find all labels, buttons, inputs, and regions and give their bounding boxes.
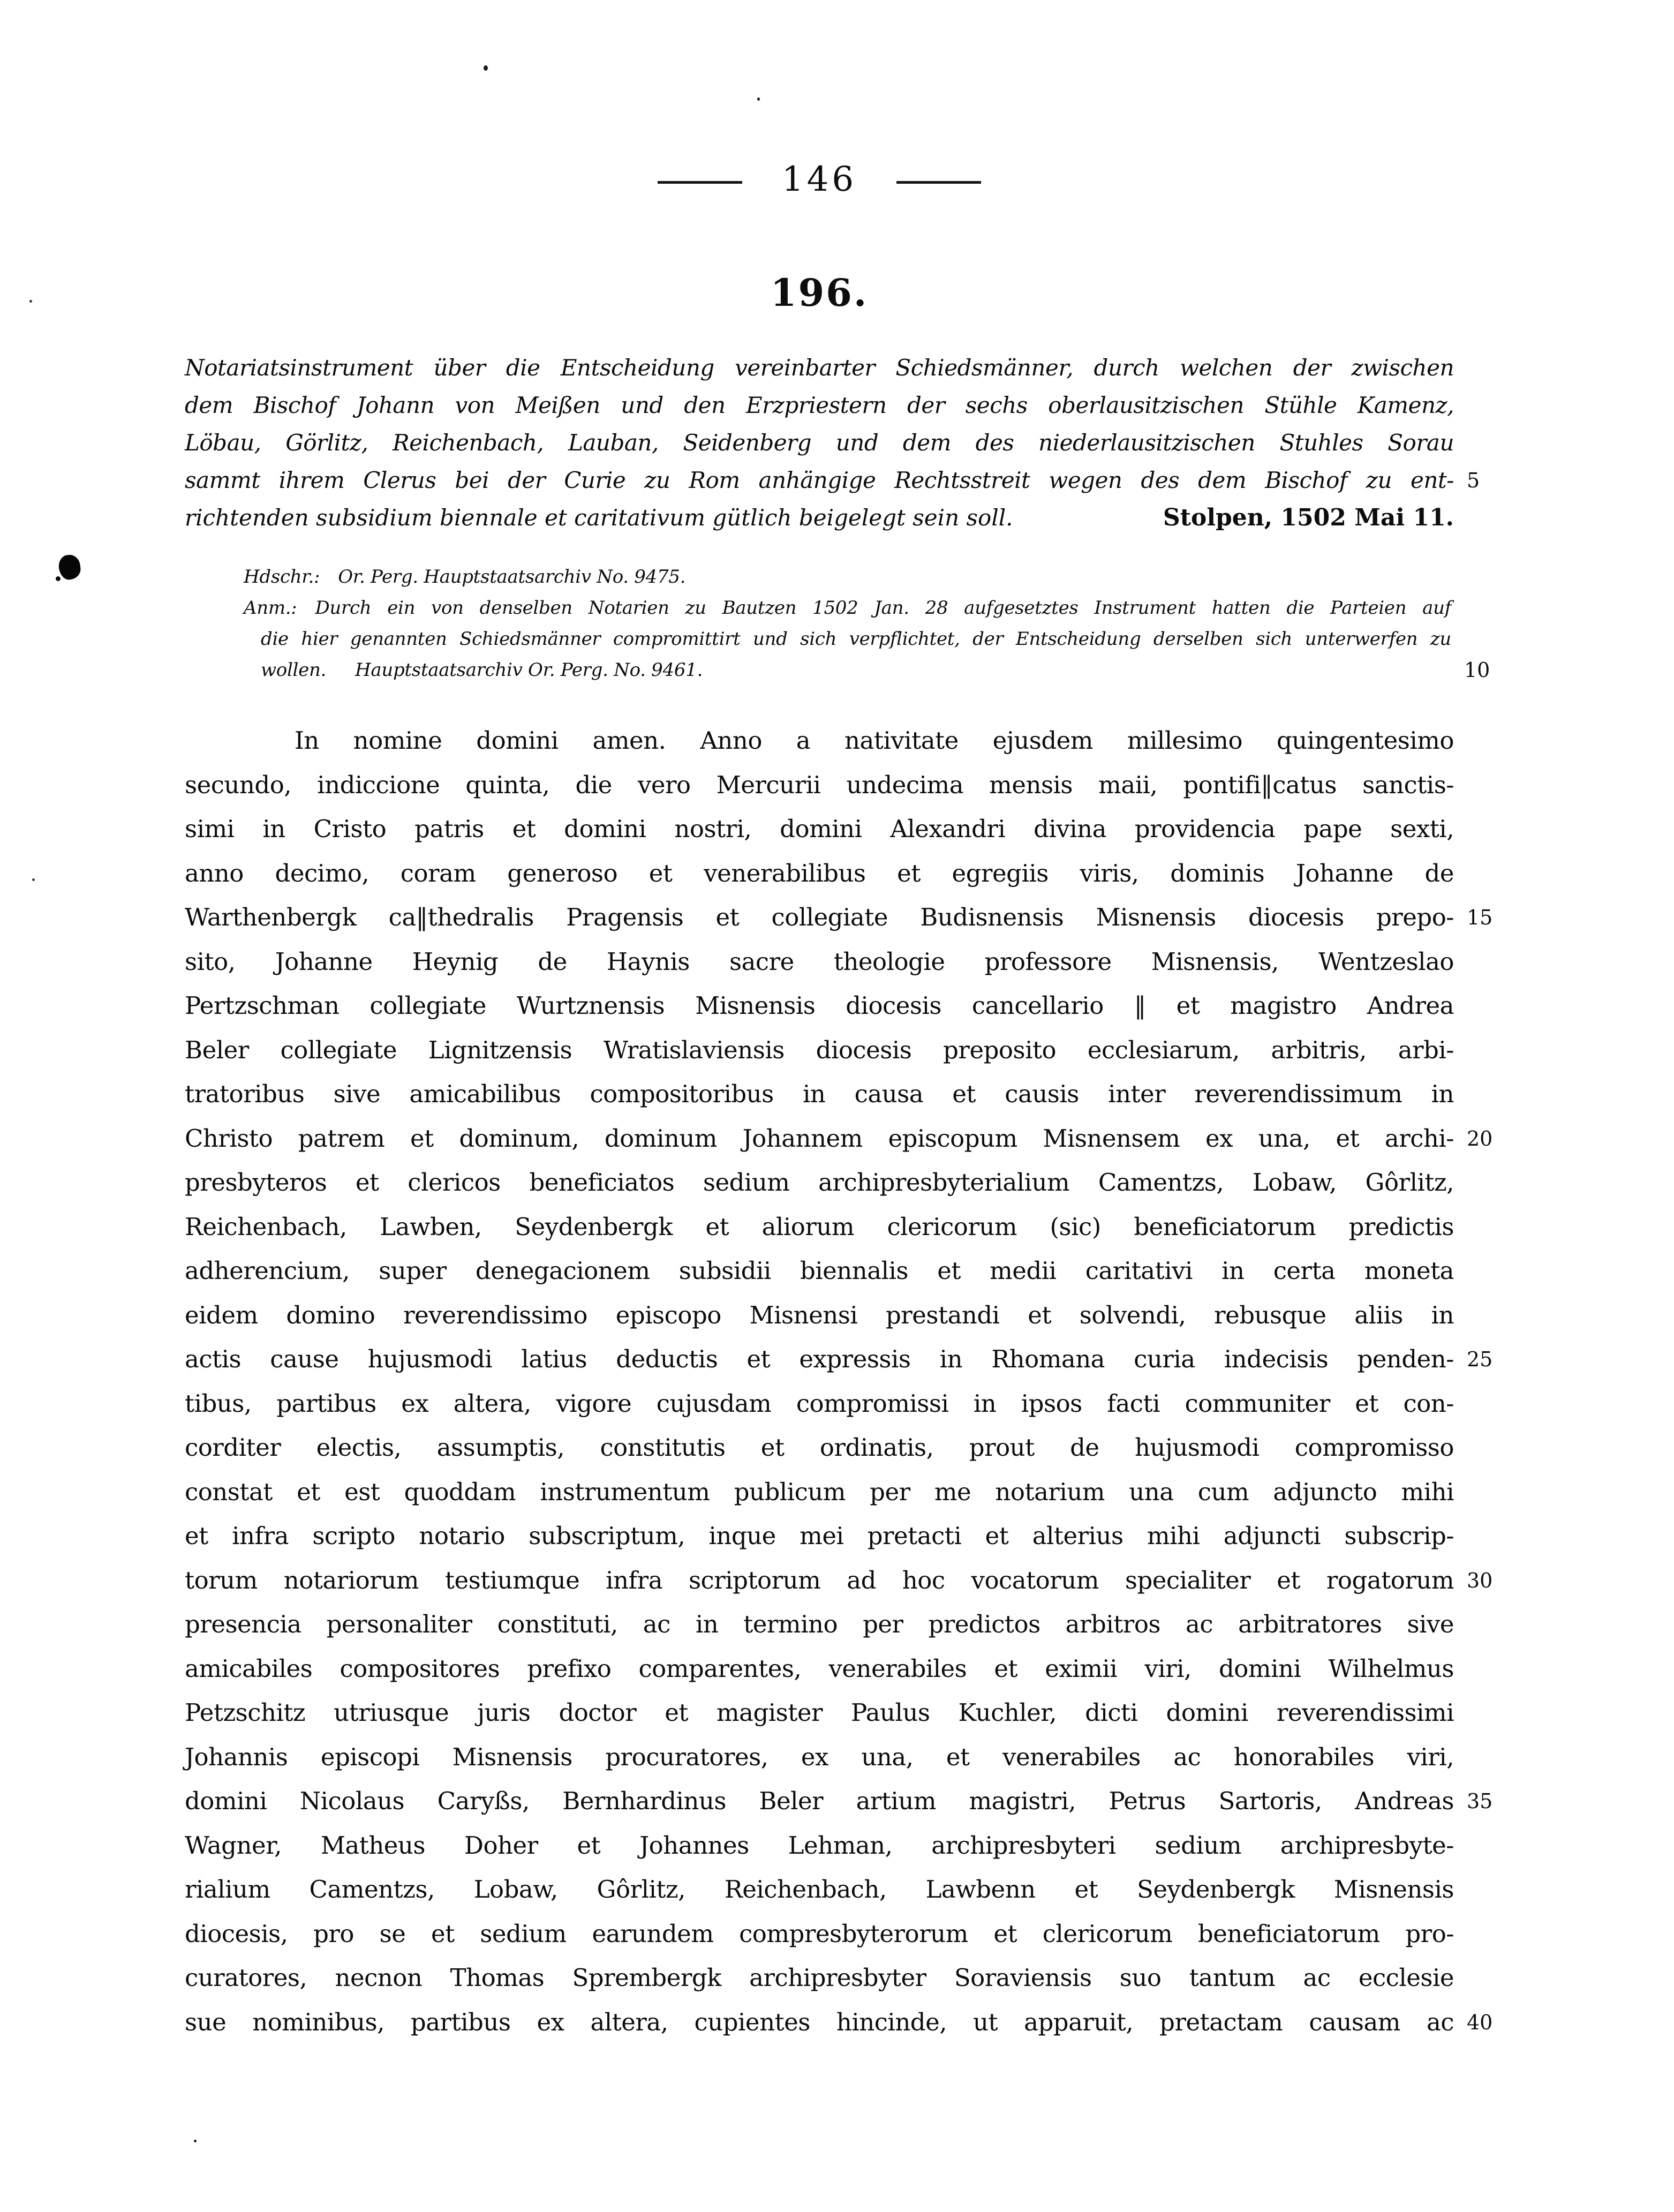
body-line-text: secundo, indiccione quinta, die vero Mercurii undecima mensis maii, pontifi‖catus sanctis- [185,770,1454,799]
body-line-text: rialium Camentzs, Lobaw, Gôrlitz, Reichenbach, Lawbenn et Seydenbergk Misnensis [185,1875,1454,1903]
body-line-text: presencia personaliter constituti, ac in termino per predictos arbitros ac arbitratores sive [185,1610,1454,1638]
body-line [185,1956,1514,2000]
folio-dash-left [658,181,742,184]
body-line [185,1735,1514,1780]
body-line [185,2000,1514,2045]
margin-line-number [1454,1647,1503,1691]
folio-dash-right [896,181,981,184]
margin-line-number [1454,807,1503,852]
margin-line-number [1454,984,1503,1028]
body-line-text: sito, Johanne Heynig de Haynis sacre theologie professore Misnensis, Wentzeslao [185,947,1454,976]
body-line-text: torum notariorum testiumque infra scriptorum ad hoc vocatorum specialiter et rogatorum [185,1566,1454,1594]
margin-line-number [1454,852,1503,896]
margin-line-number [1454,1072,1503,1117]
body-line [185,1779,1514,1824]
scan-speck [757,97,760,101]
margin-line-number [1454,1956,1503,2000]
body-line-text: actis cause hujusmodi latius deductis et expressis in Rhomana curia indecisis penden- [185,1345,1454,1373]
body-line-text: adherencium, super denegacionem subsidii biennalis et medii caritativi in certa moneta [185,1257,1454,1285]
body-line-text: In nomine domini amen. Anno a nativitate ejusdem millesimo quingentesimo [295,726,1454,755]
body-line-text: Wagner, Matheus Doher et Johannes Lehman, archipresbyteri sedium archipresbyte- [185,1831,1454,1860]
margin-line-number: 15 [1467,906,1493,929]
apparatus-line-anm2 [244,623,1514,654]
body-line [185,1293,1514,1338]
margin-line-number [1454,1293,1503,1338]
regest-line-text: dem Bischof Johann von Meißen und den Erzpriestern der sechs oberlausitzischen Stühle Kamenz, [185,392,1454,418]
scan-speck [484,65,488,71]
item-number-heading: 196. [770,270,869,315]
body-line-text: presbyteros et clericos beneficiatos sedium archipresbyterialium Camentzs, Lobaw, Gôrlitz, [185,1168,1454,1197]
page-number: 146 [781,160,857,199]
margin-line-number [1454,349,1503,387]
body-line [185,1072,1514,1117]
regest-line [185,349,1514,387]
margin-line-number: 20 [1467,1126,1493,1150]
body-line [185,1868,1514,1912]
apparatus-line-anm3 [244,654,1514,686]
apparatus-block [244,561,1514,686]
body-line [185,1382,1514,1426]
body-line-text: et infra scripto notario subscriptum, inque mei pretacti et alterius mihi adjuncti subscrip- [185,1522,1454,1550]
margin-line-number: 35 [1467,1789,1493,1813]
margin-line-number: 5 [1467,469,1480,492]
body-line [185,1514,1514,1559]
folio-row [185,161,1454,198]
regest-block [185,349,1514,537]
margin-line-number [1454,940,1503,984]
scan-speck [29,300,32,303]
hdschr-text: Or. Perg. Hauptstaatsarchiv No. 9475. [338,566,686,588]
body-line-text: Beler collegiate Lignitzensis Wratislaviensis diocesis preposito ecclesiarum, arbitris, arbi- [185,1035,1454,1064]
body-line-text: eidem domino reverendissimo episcopo Misnensi prestandi et solvendi, rebusque aliis in [185,1300,1454,1329]
margin-line-number: 40 [1467,2010,1493,2034]
margin-line-number [1454,1691,1503,1735]
body-line-text: simi in Cristo patris et domini nostri, domini Alexandri divina providencia pape sexti, [185,815,1454,843]
margin-line-number [1454,1382,1503,1426]
anm-text-3a: wollen. [261,659,327,681]
margin-line-number [1454,424,1503,462]
body-line-text: Reichenbach, Lawben, Seydenbergk et aliorum clericorum (sic) beneficiatorum predictis [185,1212,1454,1241]
body-line-text: domini Nicolaus Caryßs, Bernhardinus Beler artium magistri, Petrus Sartoris, Andreas [185,1787,1454,1815]
margin-line-number [1454,1249,1503,1293]
apparatus-line-anm1 [244,592,1514,623]
margin-line-number [1454,719,1503,763]
body-line [185,1117,1514,1161]
regest-line [185,424,1514,462]
margin-line-number [1454,1514,1503,1559]
margin-line-number [1454,499,1503,537]
margin-line-number [1454,387,1503,424]
body-line-text: tratoribus sive amicabilibus compositoribus in causa et causis inter reverendissimum in [185,1080,1454,1108]
body-line-text: Petzschitz utriusque juris doctor et magister Paulus Kuchler, dicti domini reverendissimi [185,1698,1454,1727]
ink-blot-speck [56,576,61,581]
body-line [185,1602,1514,1647]
body-line [185,1912,1514,1957]
body-line [185,940,1514,984]
regest-closing-text: richtenden subsidium biennale et caritativum gütlich beigelegt sein soll. [185,505,1013,531]
anm-label: Anm.: [244,597,297,619]
margin-line-number: 10 [1464,658,1490,682]
body-line-text: Warthenbergk ca‖thedralis Pragensis et collegiate Budisnensis Misnensis diocesis prepo- [185,903,1454,931]
margin-line-number [1454,1602,1503,1647]
body-line-text: amicabiles compositores prefixo comparentes, venerabiles et eximii viri, domini Wilhelmus [185,1654,1454,1683]
body-line-text: corditer electis, assumptis, constitutis et ordinatis, prout de hujusmodi compromisso [185,1433,1454,1462]
body-line-text: anno decimo, coram generoso et venerabilibus et egregiis viris, dominis Johanne de [185,859,1454,887]
anm-text-1: Durch ein von denselben Notarien zu Bautzen 1502 Jan. 28 aufgesetztes Instrument hatten die Parteien auf [315,597,1451,619]
regest-date: Stolpen, 1502 Mai 11. [1163,504,1454,531]
body-line-text: constat et est quoddam instrumentum publicum per me notarium una cum adjuncto mihi [185,1477,1454,1506]
margin-line-number [1454,1735,1503,1780]
regest-line [185,387,1514,424]
body-line [185,1205,1514,1250]
body-line-text: tibus, partibus ex altera, vigore cujusdam compromissi in ipsos facti communiter et con- [185,1389,1454,1418]
margin-line-number [1454,1205,1503,1250]
body-line [185,1161,1514,1205]
margin-line-number [1454,1824,1503,1868]
body-line [185,1824,1514,1868]
margin-line-number [1454,1912,1503,1957]
body-line-text: Johannis episcopi Misnensis procuratores, ex una, et venerabiles ac honorabiles viri, [185,1742,1454,1771]
hdschr-label: Hdschr.: [244,566,320,588]
margin-line-number [1454,1161,1503,1205]
body-line [185,1559,1514,1603]
body-line [185,852,1514,896]
body-line-text: sue nominibus, partibus ex altera, cupientes hincinde, ut apparuit, pretactam causam ac [185,2007,1454,2036]
regest-closing-line [185,499,1514,537]
regest-line-text: Löbau, Görlitz, Reichenbach, Lauban, Seidenberg und dem des niederlausitzischen Stuhles Sorau [185,430,1454,456]
body-line [185,807,1514,852]
margin-line-number [1454,1868,1503,1912]
body-text-block [185,719,1514,2044]
scan-speck [32,878,35,881]
regest-line-text: Notariatsinstrument über die Entscheidung vereinbarter Schiedsmänner, durch welchen der zwischen [185,355,1454,381]
body-line [185,1691,1514,1735]
margin-line-number [1451,592,1500,623]
margin-line-number: 25 [1467,1348,1493,1371]
body-line [185,896,1514,940]
anm-text-2: die hier genannten Schiedsmänner compromittirt und sich verpflichtet, der Entscheidung derselben sich unterwerfen zu [261,628,1451,650]
margin-line-number: 30 [1467,1568,1493,1592]
scan-speck [194,2140,197,2142]
margin-line-number [1451,561,1500,592]
body-line-text: Christo patrem et dominum, dominum Johannem episcopum Misnensem ex una, et archi- [185,1124,1454,1153]
body-line [185,1647,1514,1691]
body-line [185,1337,1514,1382]
margin-line-number [1454,1470,1503,1515]
regest-lines [185,349,1514,499]
body-line [185,1470,1514,1515]
apparatus-line-hdschr [244,561,1514,592]
body-line [185,1426,1514,1470]
margin-line-number [1454,1028,1503,1073]
body-line [185,1249,1514,1293]
body-line [185,1028,1514,1073]
regest-line [185,462,1514,499]
anm-text-3b: Hauptstaatsarchiv Or. Perg. No. 9461. [355,659,703,681]
ink-blot [57,553,82,581]
body-line [185,719,1514,763]
margin-line-number [1451,623,1500,654]
body-line [185,984,1514,1028]
body-line-text: Pertzschman collegiate Wurtznensis Misnensis diocesis cancellario ‖ et magistro Andrea [185,991,1454,1020]
margin-line-number [1454,1426,1503,1470]
body-line-text: curatores, necnon Thomas Sprembergk archipresbyter Soraviensis suo tantum ac ecclesie [185,1963,1454,1992]
regest-line-text: sammt ihrem Clerus bei der Curie zu Rom anhängige Rechtsstreit wegen des dem Bischof zu ent- [185,467,1454,493]
margin-line-number [1454,763,1503,808]
body-line-text: diocesis, pro se et sedium earundem compresbyterorum et clericorum beneficiatorum pro- [185,1919,1454,1948]
body-line [185,763,1514,808]
